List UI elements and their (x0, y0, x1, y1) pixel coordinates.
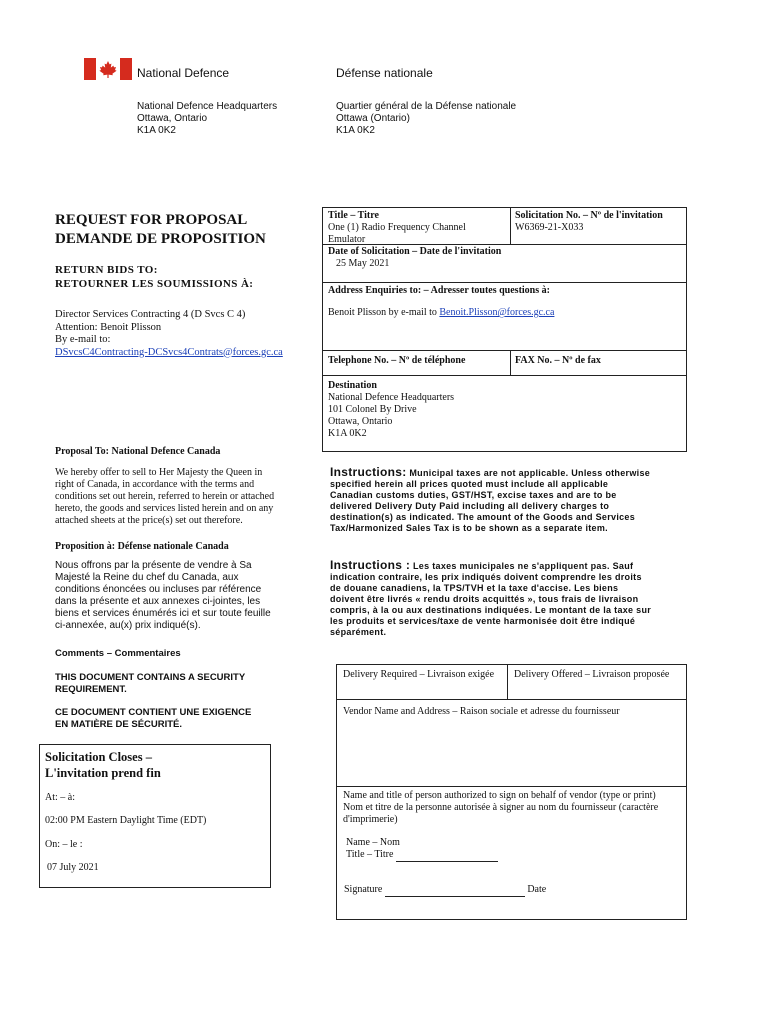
title-label: Title – Titre (328, 210, 379, 221)
destination-label: Destination (328, 380, 377, 391)
signer-name-label: Name – Nom (346, 837, 400, 848)
destination-line: 101 Colonel By Drive (328, 404, 417, 415)
enquiries-prefix: Benoit Plisson by e-mail to (328, 307, 440, 318)
signature-date-label: Date (527, 884, 547, 895)
header-address-fr (336, 101, 516, 137)
signer-title-field[interactable] (346, 849, 498, 862)
proposal-text-en (55, 467, 315, 527)
signature-label: Signature (344, 884, 383, 895)
telephone-label: Telephone No. – Nº de téléphone (328, 355, 466, 366)
security-requirement-fr (55, 707, 251, 731)
proposal-line: biens et services énumérés ici et sur toute feuille (55, 608, 271, 619)
authorized-line: d'imprimerie) (343, 814, 398, 825)
canada-flag-icon (84, 58, 132, 80)
proposal-line: right of Canada, in accordance with the terms and (55, 479, 255, 490)
solicitation-date-field (328, 246, 501, 270)
title-value: One (1) Radio Frequency Channel (328, 222, 466, 233)
authorized-line: Nom et titre de la personne autorisée à signer au nom du fournisseur (caractère (343, 802, 659, 813)
department-name-fr: Défense nationale (336, 66, 433, 80)
vendor-name-label: Vendor Name and Address – Raison sociale et adresse du fournisseur (343, 706, 620, 717)
proposal-line: hereto, the goods and services listed herein and on any (55, 503, 274, 514)
solicitation-date-value: 25 May 2021 (336, 258, 390, 269)
solicitation-date-label: Date of Solicitation – Date de l'invitation (328, 246, 502, 257)
signature-blank[interactable] (385, 884, 525, 897)
solicitation-number-field (515, 210, 685, 234)
closes-at-label: At: – à: (45, 792, 75, 803)
closes-heading-fr: L'invitation prend fin (45, 766, 161, 780)
proposal-line: Nous offrons par la présente de vendre à Sa (55, 560, 252, 571)
proposal-line: conditions set out herein, referred to herein or attached (55, 491, 275, 502)
proposal-line: conditions énoncées ou incluses par référence (55, 584, 262, 595)
proposal-line: attached sheets at the price(s) set out therefore. (55, 515, 243, 526)
solicitation-number-value: W6369-21-X033 (515, 222, 584, 233)
signer-title-blank[interactable] (396, 849, 498, 862)
delivery-offered-label: Delivery Offered – Livraison proposée (514, 669, 670, 680)
comments-heading: Comments – Commentaires (55, 648, 181, 659)
address-line: Director Services Contracting 4 (D Svcs C 4) (55, 309, 246, 320)
authorized-signer-label (343, 790, 683, 826)
proposal-line: ci-annexée, au(x) prix indiqué(s). (55, 620, 201, 631)
closes-heading-en: Solicitation Closes – (45, 750, 152, 764)
comment-line: REQUIREMENT. (55, 684, 127, 695)
destination-line: Ottawa, Ontario (328, 416, 393, 427)
closes-heading (45, 749, 161, 781)
title-field (328, 210, 508, 246)
address-line: K1A 0K2 (137, 125, 176, 136)
proposal-line: Majesté la Reine du chef du Canada, aux (55, 572, 239, 583)
security-requirement-en (55, 672, 245, 696)
instructions-fr (330, 560, 652, 638)
return-bids-heading (55, 263, 253, 291)
proposal-heading-en: Proposal To: National Defence Canada (55, 446, 221, 457)
return-bids-en: RETURN BIDS TO: (55, 264, 158, 276)
department-name-en: National Defence (137, 66, 230, 80)
authorized-line: Name and title of person authorized to sign on behalf of vendor (type or print) (343, 790, 656, 801)
address-line: Ottawa, Ontario (137, 113, 208, 124)
proposal-line: dans la présente et aux annexes ci-jointes, les (55, 596, 261, 607)
proposal-text-fr (55, 560, 315, 632)
title-line-fr: DEMANDE DE PROPOSITION (55, 231, 266, 247)
delivery-required-label: Delivery Required – Livraison exigée (343, 669, 495, 680)
comment-line: CE DOCUMENT CONTIENT UNE EXIGENCE (55, 707, 252, 718)
instructions-text-fr: Les taxes municipales ne s'appliquent pas. Sauf indication contraire, les prix indiqués doivent comprendre les droits de douane canadiens, la TPS/TVH et la taxe d'accise. Les biens doivent être livrés « rendu droits acquittés », tous frais de livraison compris, à la ou aux destinations indiquées. Le montant de la taxe sur les produits et services/taxe de vente harmonisée doit être indiqué séparément. (330, 561, 652, 637)
title-value: Emulator (328, 234, 366, 245)
signer-title-label: Title – Titre (346, 849, 394, 860)
document-title (55, 211, 266, 249)
proposal-heading-fr: Proposition à: Défense nationale Canada (55, 541, 229, 552)
destination-line: K1A 0K2 (328, 428, 367, 439)
destination-line: National Defence Headquarters (328, 392, 455, 403)
return-bids-email-link[interactable]: DSvcsC4Contracting-DCSvcs4Contrats@forces.gc.ca (55, 346, 283, 358)
address-line: Quartier général de la Défense nationale (336, 101, 517, 112)
address-line: By e-mail to: (55, 334, 111, 345)
comment-line: EN MATIÈRE DE SÉCURITÉ. (55, 719, 183, 730)
destination-field (328, 380, 454, 440)
instructions-en (330, 467, 652, 534)
address-line: National Defence Headquarters (137, 101, 278, 112)
proposal-line: We hereby offer to sell to Her Majesty the Queen in (55, 467, 263, 478)
instructions-lead-en: Instructions: (330, 465, 407, 479)
title-line-en: REQUEST FOR PROPOSAL (55, 212, 248, 228)
comment-line: THIS DOCUMENT CONTAINS A SECURITY (55, 672, 246, 683)
instructions-lead-fr: Instructions : (330, 558, 411, 572)
address-line: Attention: Benoit Plisson (55, 321, 162, 333)
enquiries-contact (328, 307, 554, 319)
instructions-text-en: Municipal taxes are not applicable. Unless otherwise specified herein all prices quoted must include all applicable Canadian customs duties, GST/HST, excise taxes and are to be delivered Delivery Duty Paid including all delivery charges to destination(s) as indicated. The amount of the Goods and Services Tax/Harmonized Sales Tax is to be shown as a separate item. (330, 468, 651, 533)
enquiries-email-link[interactable]: Benoit.Plisson@forces.gc.ca (439, 307, 555, 318)
enquiries-label: Address Enquiries to: – Adresser toutes questions à: (328, 285, 550, 296)
closes-time: 02:00 PM Eastern Daylight Time (EDT) (45, 815, 207, 826)
solicitation-number-label: Solicitation No. – Nº de l'invitation (515, 210, 663, 221)
closes-on-label: On: – le : (45, 839, 83, 850)
address-line: K1A 0K2 (336, 125, 375, 136)
header-address-en (137, 101, 277, 137)
closes-date: 07 July 2021 (47, 862, 99, 873)
fax-label: FAX No. – Nº de fax (515, 355, 601, 366)
return-bids-address (55, 309, 283, 359)
return-bids-fr: RETOURNER LES SOUMISSIONS À: (55, 278, 254, 290)
address-line: Ottawa (Ontario) (336, 113, 410, 124)
signature-field[interactable] (344, 884, 546, 897)
